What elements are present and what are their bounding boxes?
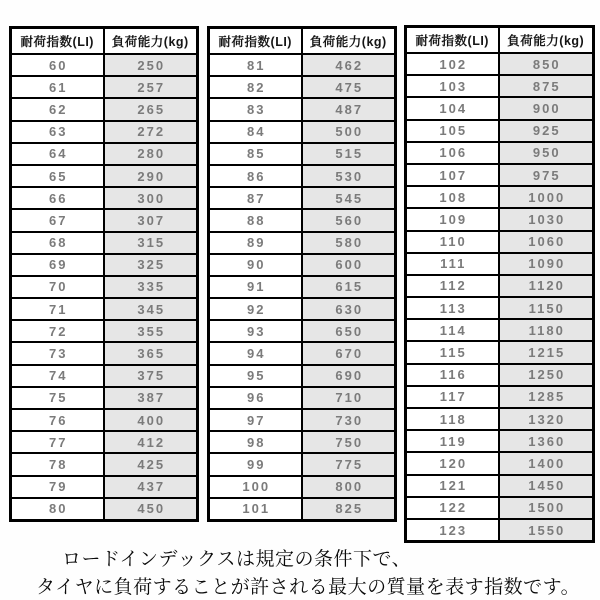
table-row <box>11 121 198 143</box>
load-capacity-cell: 925 <box>499 120 594 142</box>
load-capacity-cell: 290 <box>104 165 198 187</box>
table-row <box>406 186 594 208</box>
table-row <box>406 231 594 253</box>
load-index-cell: 78 <box>11 453 104 475</box>
load-capacity-cell: 412 <box>104 431 198 453</box>
load-index-cell: 120 <box>406 452 499 474</box>
table-row <box>209 409 396 431</box>
load-index-cell: 101 <box>209 498 302 521</box>
load-capacity-cell: 450 <box>104 498 198 521</box>
table-row <box>406 53 594 75</box>
load-capacity-cell: 1500 <box>499 497 594 519</box>
table-row <box>11 409 198 431</box>
table-row <box>11 165 198 187</box>
load-index-cell: 118 <box>406 408 499 430</box>
header-load-capacity: 負荷能力(kg) <box>104 28 198 55</box>
table-row <box>11 54 198 76</box>
load-capacity-cell: 825 <box>302 498 396 521</box>
load-capacity-cell: 300 <box>104 187 198 209</box>
load-index-cell: 82 <box>209 76 302 98</box>
load-capacity-cell: 265 <box>104 98 198 120</box>
table-row <box>406 408 594 430</box>
load-index-cell: 100 <box>209 476 302 498</box>
table-row <box>209 365 396 387</box>
load-capacity-cell: 400 <box>104 409 198 431</box>
load-capacity-cell: 800 <box>302 476 396 498</box>
load-index-cell: 116 <box>406 364 499 386</box>
load-index-cell: 109 <box>406 208 499 230</box>
table-row <box>209 453 396 475</box>
load-capacity-cell: 250 <box>104 54 198 76</box>
load-capacity-cell: 850 <box>499 53 594 75</box>
table-row <box>406 297 594 319</box>
table-row <box>209 165 396 187</box>
load-capacity-cell: 750 <box>302 431 396 453</box>
table-row <box>406 452 594 474</box>
load-index-cell: 70 <box>11 276 104 298</box>
load-index-cell: 88 <box>209 209 302 231</box>
table-row <box>11 254 198 276</box>
load-capacity-cell: 1150 <box>499 297 594 319</box>
table-row <box>406 208 594 230</box>
table-row <box>209 276 396 298</box>
header-load-index: 耐荷指数(LI) <box>11 28 104 55</box>
footer-caption-line-1: ロードインデックスは規定の条件下で、 <box>62 549 412 570</box>
load-capacity-cell: 670 <box>302 342 396 364</box>
table-row <box>11 98 198 120</box>
load-index-cell: 117 <box>406 386 499 408</box>
table-row <box>11 498 198 521</box>
load-index-cell: 122 <box>406 497 499 519</box>
header-load-index: 耐荷指数(LI) <box>209 28 302 55</box>
load-index-cell: 107 <box>406 164 499 186</box>
load-capacity-cell: 875 <box>499 75 594 97</box>
load-capacity-cell: 1215 <box>499 341 594 363</box>
load-capacity-cell: 315 <box>104 232 198 254</box>
table-row <box>406 164 594 186</box>
table-row <box>11 453 198 475</box>
load-capacity-cell: 775 <box>302 453 396 475</box>
load-index-cell: 84 <box>209 121 302 143</box>
load-capacity-cell: 1400 <box>499 452 594 474</box>
load-capacity-cell: 1000 <box>499 186 594 208</box>
load-index-cell: 69 <box>11 254 104 276</box>
load-index-table-60-80 <box>9 26 199 522</box>
load-capacity-cell: 272 <box>104 121 198 143</box>
table-row <box>11 187 198 209</box>
table-row <box>11 298 198 320</box>
load-index-cell: 61 <box>11 76 104 98</box>
load-index-table-102-123 <box>404 25 595 543</box>
table-row <box>11 232 198 254</box>
load-index-cell: 96 <box>209 387 302 409</box>
load-capacity-cell: 710 <box>302 387 396 409</box>
table-row <box>406 120 594 142</box>
load-index-cell: 85 <box>209 143 302 165</box>
table-row <box>209 98 396 120</box>
load-index-cell: 64 <box>11 143 104 165</box>
load-capacity-cell: 425 <box>104 453 198 475</box>
load-index-cell: 123 <box>406 519 499 542</box>
table-header-row <box>406 27 594 54</box>
load-index-cell: 79 <box>11 476 104 498</box>
table-row <box>11 476 198 498</box>
table-header-row <box>11 28 198 55</box>
load-index-cell: 121 <box>406 475 499 497</box>
table-row <box>406 142 594 164</box>
load-index-cell: 72 <box>11 320 104 342</box>
load-index-cell: 93 <box>209 320 302 342</box>
table-row <box>11 342 198 364</box>
header-load-capacity: 負荷能力(kg) <box>499 27 594 54</box>
load-index-cell: 71 <box>11 298 104 320</box>
load-capacity-cell: 560 <box>302 209 396 231</box>
load-index-cell: 94 <box>209 342 302 364</box>
table-row <box>406 364 594 386</box>
table-row <box>209 498 396 521</box>
load-capacity-cell: 1060 <box>499 231 594 253</box>
table-row <box>11 431 198 453</box>
table-row <box>406 430 594 452</box>
load-capacity-cell: 530 <box>302 165 396 187</box>
header-load-capacity: 負荷能力(kg) <box>302 28 396 55</box>
load-index-cell: 113 <box>406 297 499 319</box>
table-row <box>11 143 198 165</box>
table-row <box>406 386 594 408</box>
load-index-cell: 80 <box>11 498 104 521</box>
load-index-cell: 98 <box>209 431 302 453</box>
load-capacity-cell: 1030 <box>499 208 594 230</box>
load-index-cell: 65 <box>11 165 104 187</box>
table-row <box>11 365 198 387</box>
table-row <box>209 209 396 231</box>
load-index-cell: 99 <box>209 453 302 475</box>
table-row <box>406 475 594 497</box>
load-capacity-cell: 1090 <box>499 253 594 275</box>
load-index-cell: 77 <box>11 431 104 453</box>
load-capacity-cell: 580 <box>302 232 396 254</box>
load-index-cell: 119 <box>406 430 499 452</box>
load-capacity-cell: 690 <box>302 365 396 387</box>
load-index-cell: 86 <box>209 165 302 187</box>
table-row <box>209 254 396 276</box>
load-index-cell: 73 <box>11 342 104 364</box>
load-capacity-cell: 355 <box>104 320 198 342</box>
load-index-cell: 60 <box>11 54 104 76</box>
table-row <box>11 276 198 298</box>
table-row <box>209 187 396 209</box>
load-capacity-cell: 307 <box>104 209 198 231</box>
load-index-cell: 62 <box>11 98 104 120</box>
load-index-cell: 102 <box>406 53 499 75</box>
load-capacity-cell: 545 <box>302 187 396 209</box>
load-capacity-cell: 257 <box>104 76 198 98</box>
load-index-cell: 114 <box>406 319 499 341</box>
load-index-cell: 103 <box>406 75 499 97</box>
load-index-cell: 97 <box>209 409 302 431</box>
load-index-cell: 92 <box>209 298 302 320</box>
load-index-cell: 63 <box>11 121 104 143</box>
table-row <box>209 431 396 453</box>
load-index-cell: 108 <box>406 186 499 208</box>
table-row <box>406 497 594 519</box>
load-capacity-cell: 387 <box>104 387 198 409</box>
load-index-cell: 110 <box>406 231 499 253</box>
load-capacity-cell: 345 <box>104 298 198 320</box>
load-capacity-cell: 500 <box>302 121 396 143</box>
load-index-table-81-101 <box>207 26 397 522</box>
load-index-cell: 67 <box>11 209 104 231</box>
load-index-cell: 68 <box>11 232 104 254</box>
load-index-cell: 83 <box>209 98 302 120</box>
load-index-cell: 91 <box>209 276 302 298</box>
table-row <box>406 275 594 297</box>
table-row <box>209 476 396 498</box>
load-capacity-cell: 600 <box>302 254 396 276</box>
load-index-cell: 105 <box>406 120 499 142</box>
table-row <box>209 320 396 342</box>
table-row <box>406 519 594 542</box>
load-index-cell: 89 <box>209 232 302 254</box>
load-capacity-cell: 950 <box>499 142 594 164</box>
load-capacity-cell: 730 <box>302 409 396 431</box>
load-capacity-cell: 1285 <box>499 386 594 408</box>
load-capacity-cell: 1360 <box>499 430 594 452</box>
table-row <box>209 387 396 409</box>
load-capacity-cell: 437 <box>104 476 198 498</box>
load-capacity-cell: 1450 <box>499 475 594 497</box>
load-index-cell: 106 <box>406 142 499 164</box>
table-row <box>209 298 396 320</box>
load-capacity-cell: 1120 <box>499 275 594 297</box>
load-index-cell: 87 <box>209 187 302 209</box>
load-capacity-cell: 280 <box>104 143 198 165</box>
load-index-cell: 81 <box>209 54 302 76</box>
header-load-index: 耐荷指数(LI) <box>406 27 499 54</box>
footer-caption-line-2: タイヤに負荷することが許される最大の質量を表す指数です。 <box>36 577 581 598</box>
load-capacity-cell: 375 <box>104 365 198 387</box>
load-index-cell: 115 <box>406 341 499 363</box>
load-capacity-cell: 487 <box>302 98 396 120</box>
table-row <box>209 54 396 76</box>
table-row <box>209 121 396 143</box>
load-capacity-cell: 975 <box>499 164 594 186</box>
load-capacity-cell: 475 <box>302 76 396 98</box>
load-capacity-cell: 462 <box>302 54 396 76</box>
table-header-row <box>209 28 396 55</box>
load-capacity-cell: 335 <box>104 276 198 298</box>
load-capacity-cell: 1180 <box>499 319 594 341</box>
load-capacity-cell: 1250 <box>499 364 594 386</box>
load-capacity-cell: 515 <box>302 143 396 165</box>
load-capacity-cell: 1320 <box>499 408 594 430</box>
table-row <box>11 320 198 342</box>
load-index-cell: 111 <box>406 253 499 275</box>
load-index-cell: 95 <box>209 365 302 387</box>
load-index-cell: 112 <box>406 275 499 297</box>
load-capacity-cell: 650 <box>302 320 396 342</box>
load-index-cell: 90 <box>209 254 302 276</box>
table-row <box>209 76 396 98</box>
table-row <box>406 341 594 363</box>
load-index-cell: 75 <box>11 387 104 409</box>
table-row <box>11 76 198 98</box>
load-index-cell: 74 <box>11 365 104 387</box>
table-row <box>209 143 396 165</box>
load-index-cell: 66 <box>11 187 104 209</box>
table-row <box>209 342 396 364</box>
load-index-cell: 76 <box>11 409 104 431</box>
table-row <box>209 232 396 254</box>
load-capacity-cell: 615 <box>302 276 396 298</box>
load-index-cell: 104 <box>406 97 499 119</box>
load-capacity-cell: 900 <box>499 97 594 119</box>
table-row <box>406 75 594 97</box>
table-row <box>11 209 198 231</box>
table-row <box>406 253 594 275</box>
table-row <box>11 387 198 409</box>
table-row <box>406 319 594 341</box>
load-capacity-cell: 630 <box>302 298 396 320</box>
load-capacity-cell: 325 <box>104 254 198 276</box>
table-row <box>406 97 594 119</box>
load-capacity-cell: 1550 <box>499 519 594 542</box>
load-capacity-cell: 365 <box>104 342 198 364</box>
